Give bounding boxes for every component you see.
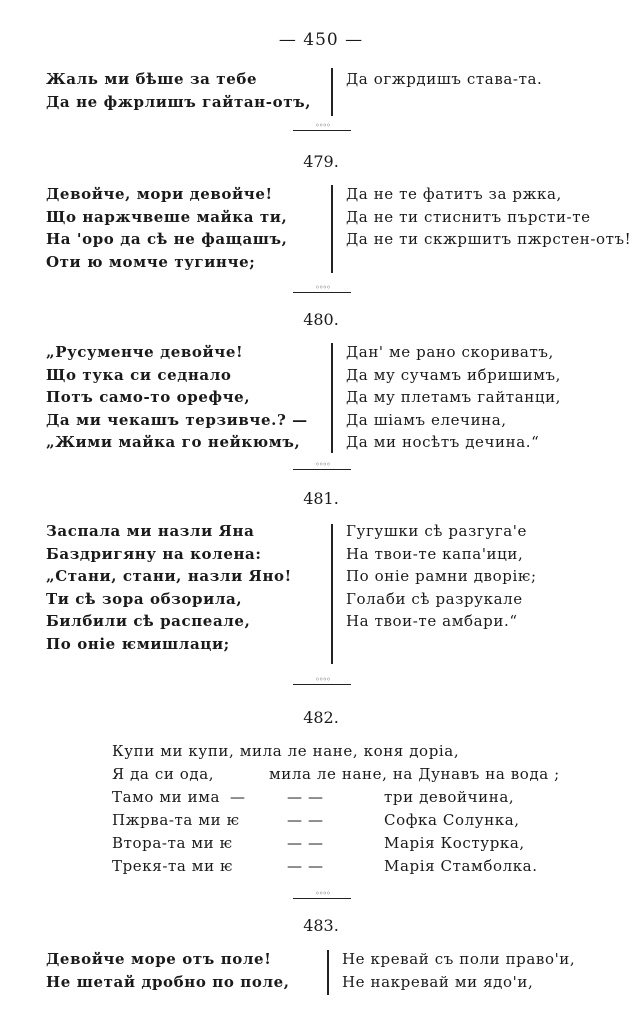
verse-line: На 'оро да сѣ не фащашъ,: [46, 230, 288, 248]
verse-line: Не кревай съ поли право'и,: [342, 950, 576, 968]
verse-line: По онiе рамни дворiѥ;: [346, 567, 537, 585]
song-483-left: [46, 948, 290, 993]
section-ornament: [293, 126, 351, 134]
verse-line: Дан' ме рано скориватъ,: [346, 343, 554, 361]
verse-line: Втора-та ми ѥ: [112, 834, 233, 852]
dashes: — —: [287, 788, 324, 806]
song-481-right: [346, 520, 537, 633]
song-480-left: [46, 341, 308, 454]
dashes: — —: [287, 857, 324, 875]
continuation-left-stanza: [46, 68, 311, 113]
verse-line: Билбили сѣ распеале,: [46, 612, 251, 630]
verse-line: Да шiамъ елечина,: [346, 410, 507, 429]
verse-line: Да не ти скжршитъ пжрстен-отъ!: [346, 230, 632, 248]
verse-line: На твои-те капа'ици,: [346, 544, 524, 563]
verse-line: Да ми чекашъ терзивче.? —: [46, 410, 308, 429]
verse-line: Не шетай дробно по поле,: [46, 972, 290, 991]
verse-line: „Стани, стани, назли Яно!: [46, 567, 292, 585]
verse-line: „Жими майка го нейкюмъ,: [46, 433, 301, 451]
dashes: — —: [287, 811, 324, 829]
section-ornament: [293, 680, 351, 688]
verse-line: Купи ми купи, мила ле нане, коня дорiа,: [112, 742, 460, 760]
verse-line: Да не те фатитъ за ржка,: [346, 185, 562, 203]
page-number: — 450 —: [278, 30, 364, 50]
dashes: — —: [287, 834, 324, 852]
verse-line: Тамо ми има: [112, 788, 221, 806]
verse-line: Голаби сѣ разрукале: [346, 589, 523, 608]
verse-line-end: Софка Солунка,: [384, 811, 520, 829]
continuation-right-stanza: [346, 68, 542, 91]
dash: —: [230, 788, 246, 806]
song-481-left: [46, 520, 292, 655]
column-rule: [331, 524, 333, 664]
verse-line: По онiе ѥмишлаци;: [46, 634, 230, 653]
verse-line: Да огжрдишъ става-та.: [346, 70, 543, 88]
section-ornament: [293, 288, 351, 296]
verse-line-end: три девойчина,: [384, 788, 515, 806]
column-rule: [331, 68, 333, 116]
section-ornament: [293, 894, 351, 902]
column-rule: [331, 343, 333, 453]
verse-line: Да не ти стиснитъ пърсти-те: [346, 207, 591, 226]
verse-line: Девойче, мори девойче!: [46, 185, 273, 203]
song-483-right: [342, 948, 575, 993]
verse-line-end: Марiя Костурка,: [384, 834, 525, 852]
verse-line: Трекя-та ми ѥ: [112, 857, 234, 875]
verse-line: Що наржчвеше майка ти,: [46, 207, 288, 226]
column-rule: [327, 950, 329, 995]
song-number-482: 482.: [303, 708, 339, 727]
verse-line: Не накревай ми ядо'и,: [342, 972, 534, 991]
verse-line: Девойче море отъ поле!: [46, 950, 272, 968]
verse-line: Оти ю момче тугинче;: [46, 252, 256, 271]
verse-line: Да не фжрлишъ гайтан-отъ,: [46, 92, 312, 111]
section-ornament: [293, 465, 351, 473]
song-number-479: 479.: [303, 152, 339, 171]
song-number-481: 481.: [303, 489, 339, 508]
verse-line: Да му плетамъ гайтанци,: [346, 388, 562, 406]
song-479-right: [346, 183, 631, 251]
verse-line: Жаль ми бѣше за тебе: [46, 70, 258, 88]
song-number-483: 483.: [303, 916, 339, 935]
song-479-left: [46, 183, 287, 273]
verse-line: Да му сучамъ ибришимъ,: [346, 365, 561, 384]
verse-line: Гугушки сѣ разгуга'е: [346, 522, 527, 540]
verse-line: Ти сѣ зора обзорила,: [46, 589, 243, 608]
song-number-480: 480.: [303, 310, 339, 329]
verse-line: Заспала ми назли Яна: [46, 522, 255, 540]
verse-line: На твои-те амбари.“: [346, 612, 518, 630]
verse-line: Баздригяну на колена:: [46, 544, 262, 563]
verse-line: Я да си ода,: [112, 765, 215, 783]
column-rule: [331, 185, 333, 273]
verse-line-continuation: мила ле нане, на Дунавъ на вода ;: [269, 765, 560, 783]
verse-line: „Русуменче девойче!: [46, 343, 244, 361]
verse-line: Пжрва-та ми ѥ: [112, 811, 240, 829]
verse-line: Що тука си седнало: [46, 365, 232, 384]
verse-line: Да ми носѣтъ дечина.“: [346, 433, 540, 451]
verse-line: Потъ само-то орефче,: [46, 388, 251, 406]
verse-line-end: Марiя Стамболка.: [384, 857, 538, 875]
song-480-right: [346, 341, 561, 454]
